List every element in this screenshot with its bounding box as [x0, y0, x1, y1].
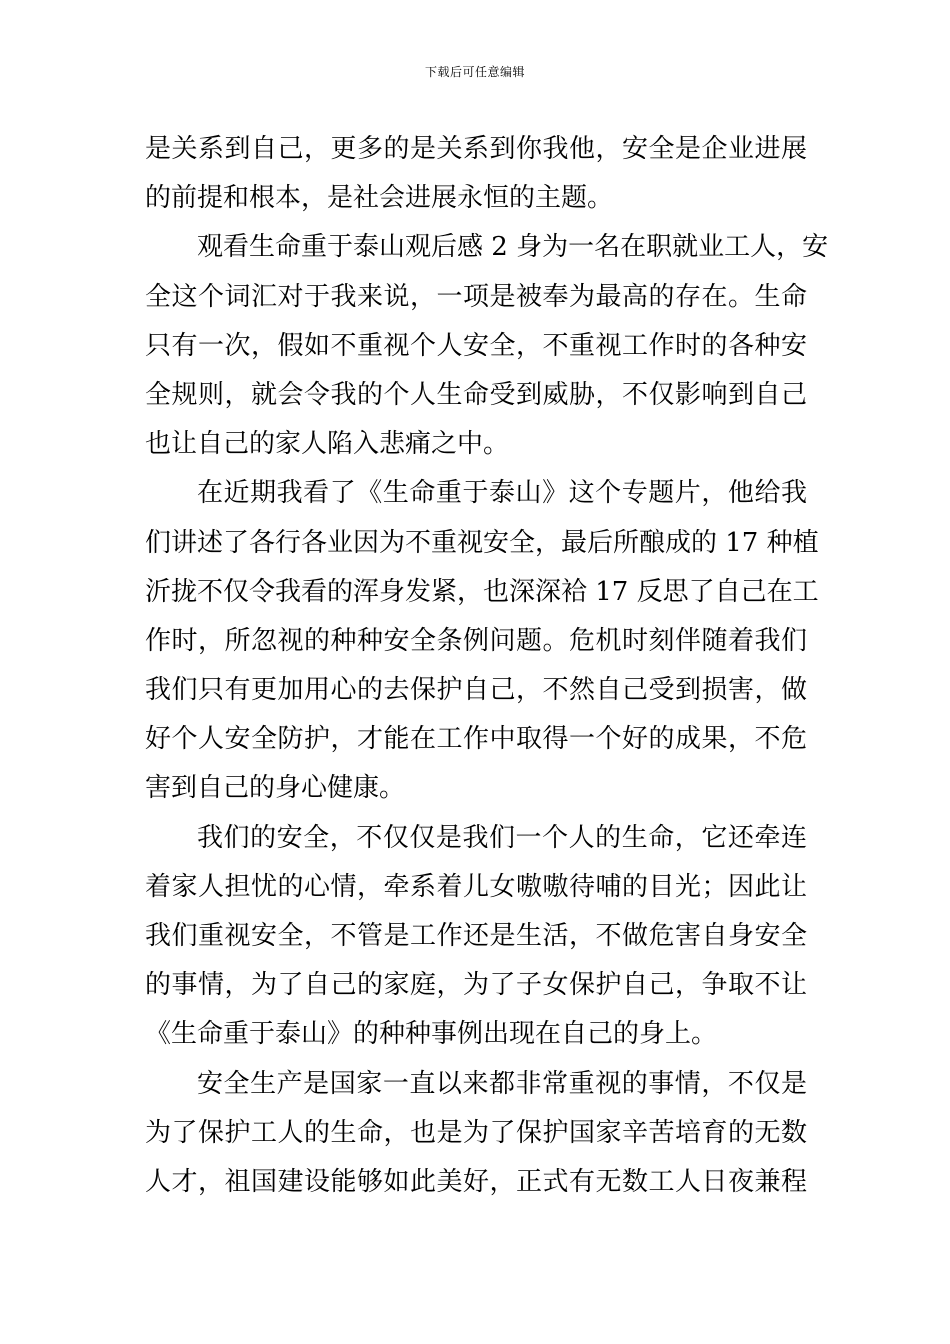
text-line: 我们重视安全，不管是工作还是生活，不做危害自身安全 — [145, 921, 807, 951]
text-line: 《生命重于泰山》的种种事例出现在自己的身上。 — [145, 1019, 718, 1050]
text-line: 们讲述了各行各业因为不重视安全，最后所酿成的 17 种植 — [145, 527, 819, 558]
text-line: 的前提和根本，是社会进展永恒的主题。 — [145, 183, 614, 214]
text-line: 我们的安全，不仅仅是我们一个人的生命，它还牵连 — [197, 822, 807, 853]
text-line: 在近期我看了《生命重于泰山》这个专题片，他给我 — [197, 478, 807, 509]
text-line: 人才，祖国建设能够如此美好，正式有无数工人日夜兼程 — [145, 1166, 807, 1197]
text-line: 害到自己的身心健康。 — [145, 773, 406, 804]
text-line: 沂拢不仅令我看的浑身发紧，也深深袷 17 反思了自己在工 — [145, 576, 819, 607]
text-line: 只有一次，假如不重视个人安全，不重视工作时的各种安 — [145, 330, 807, 361]
text-line: 着家人担忧的心情，牵系着儿女嗷嗷待哺的目光；因此让 — [145, 871, 807, 902]
text-line: 作时，所忽视的种种安全条例问题。危机时刻伴随着我们 — [145, 625, 807, 656]
text-line: 安全生产是国家一直以来都非常重视的事情，不仅是 — [197, 1068, 807, 1099]
text-line: 也让自己的家人陷入悲痛之中。 — [145, 429, 510, 460]
text-line: 观看生命重于泰山观后感 2 身为一名在职就业工人，安 — [197, 232, 829, 263]
page-header: 下载后可任意编辑 — [424, 65, 525, 79]
text-line: 的事情，为了自己的家庭，为了子女保护自己，争取不让 — [145, 970, 807, 1001]
text-line: 为了保护工人的生命，也是为了保护国家辛苦培育的无数 — [145, 1117, 807, 1148]
text-line: 全这个词汇对于我来说，一项是被奉为最高的存在。生命 — [145, 281, 807, 312]
text-line: 全规则，就会令我的个人生命受到威胁，不仅影响到自己 — [145, 379, 807, 410]
text-line: 好个人安全防护，才能在工作中取得一个好的成果，不危 — [145, 724, 807, 755]
document-body — [145, 125, 829, 1207]
text-line: 我们只有更加用心的去保护自己，不然自己受到损害，做 — [145, 675, 807, 706]
text-line: 是关系到自己，更多的是关系到你我他，安全是企业进展 — [145, 134, 807, 164]
